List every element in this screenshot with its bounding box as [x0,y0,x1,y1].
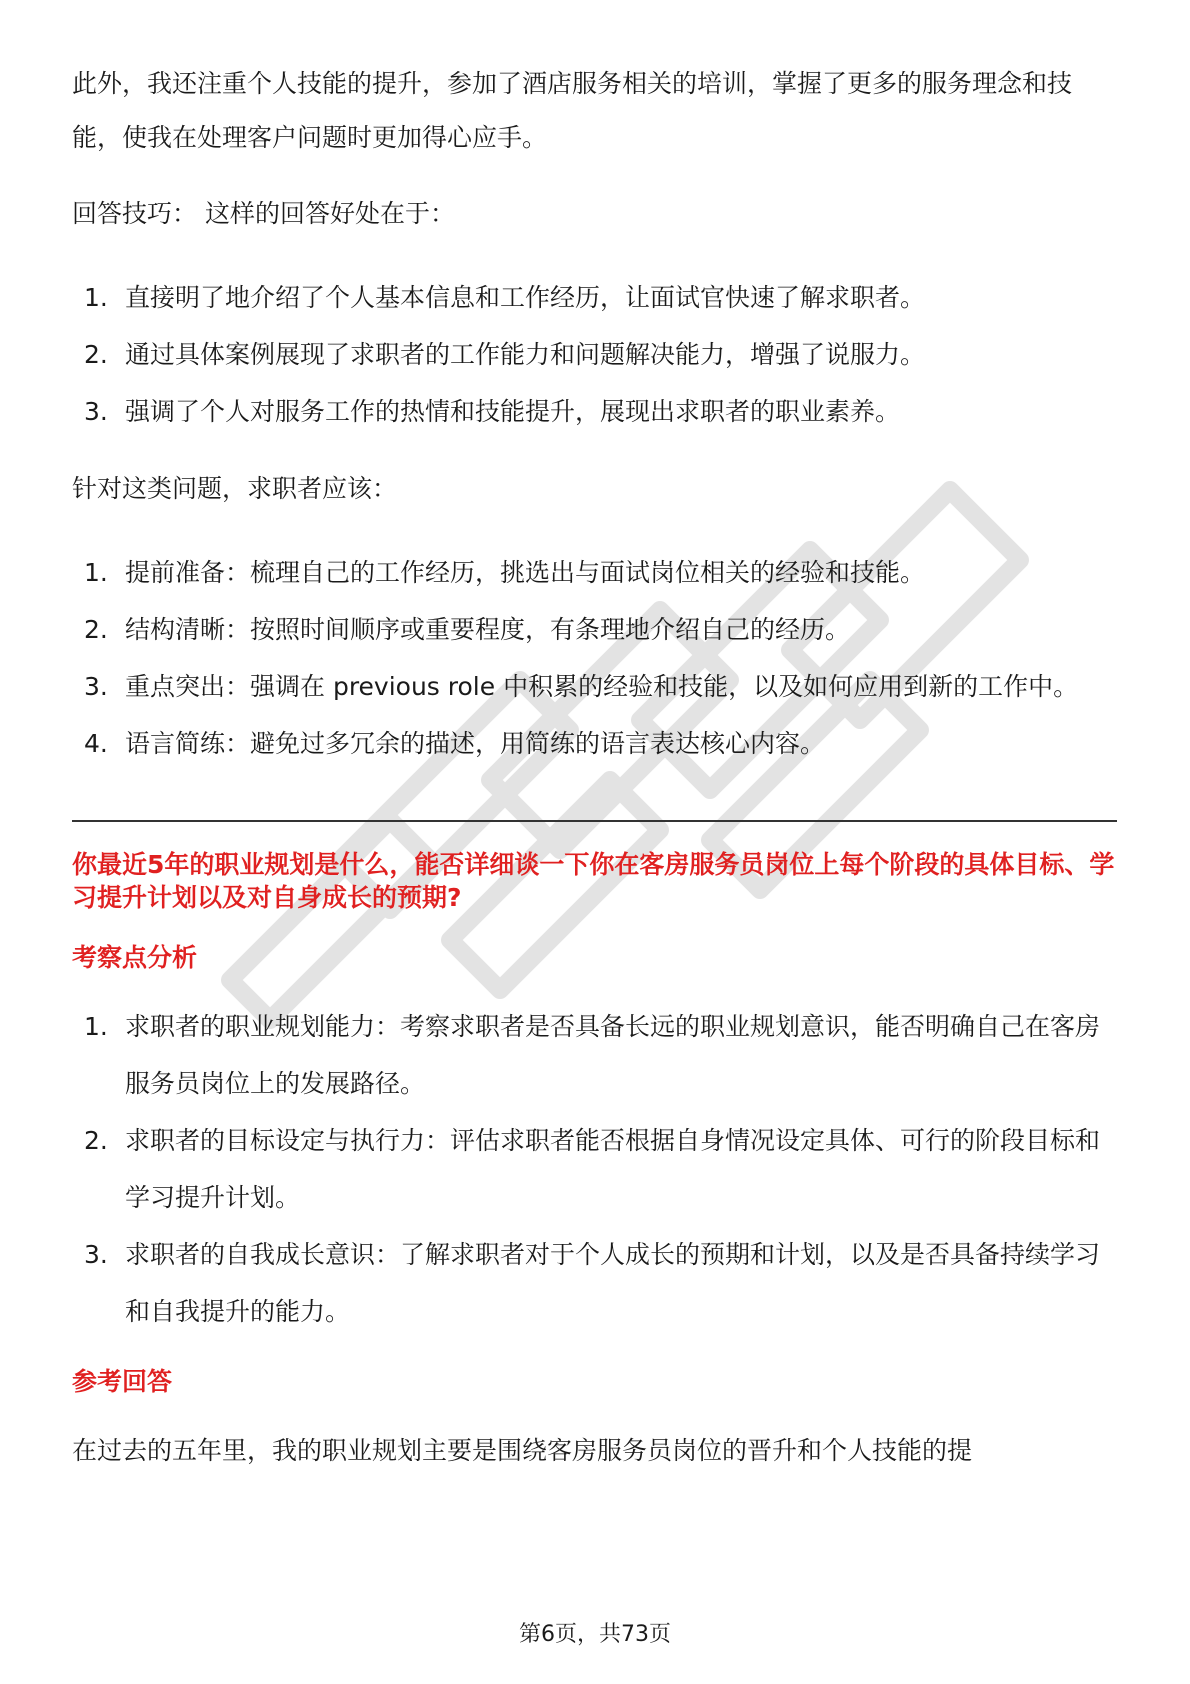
section-divider [72,820,1117,822]
intro-paragraph: 此外，我还注重个人技能的提升，参加了酒店服务相关的培训，掌握了更多的服务理念和技能，使我在处理客户问题时更加得心应手。 [72,69,1073,152]
analysis-heading: 考察点分析 [72,943,198,972]
list-item: 1. 直接明了地介绍了个人基本信息和工作经历，让面试官快速了解求职者。 [84,283,926,312]
list-item: 3. 重点突出：强调在 previous role 中积累的经验和技能，以及如何应用到新的工作中。 [84,672,1079,701]
list-item: 2. 通过具体案例展现了求职者的工作能力和问题解决能力，增强了说服力。 [84,340,926,369]
advice-label: 针对这类问题，求职者应该： [72,474,398,503]
interview-question: 你最近5年的职业规划是什么，能否详细谈一下你在客房服务员岗位上每个阶段的具体目标、学习提升计划以及对自身成长的预期? [72,850,1115,912]
list-item: 1. 求职者的职业规划能力：考察求职者是否具备长远的职业规划意识，能否明确自己在客房服务员岗位上的发展路径。 [84,1012,1101,1098]
list-item: 2. 结构清晰：按照时间顺序或重要程度，有条理地介绍自己的经历。 [84,615,851,644]
list-item: 4. 语言简练：避免过多冗余的描述，用简练的语言表达核心内容。 [84,729,826,758]
reference-text: 在过去的五年里，我的职业规划主要是围绕客房服务员岗位的晋升和个人技能的提 [72,1436,973,1465]
document-page [72,0,1117,1478]
list-item: 2. 求职者的目标设定与执行力：评估求职者能否根据自身情况设定具体、可行的阶段目标和学习提升计划。 [84,1126,1101,1212]
answer-tips-label: 回答技巧： 这样的回答好处在于： [72,199,455,228]
list-item: 3. 强调了个人对服务工作的热情和技能提升，展现出求职者的职业素养。 [84,397,901,426]
list-item: 1. 提前准备：梳理自己的工作经历，挑选出与面试岗位相关的经验和技能。 [84,558,926,587]
answer-tips-list [72,269,1117,440]
page-number: 第6页，共73页 [519,1622,671,1647]
analysis-list [72,998,1117,1340]
list-item: 3. 求职者的自我成长意识：了解求职者对于个人成长的预期和计划，以及是否具备持续学习和自我提升的能力。 [84,1240,1101,1326]
reference-heading: 参考回答 [72,1367,173,1396]
advice-list [72,544,1117,772]
